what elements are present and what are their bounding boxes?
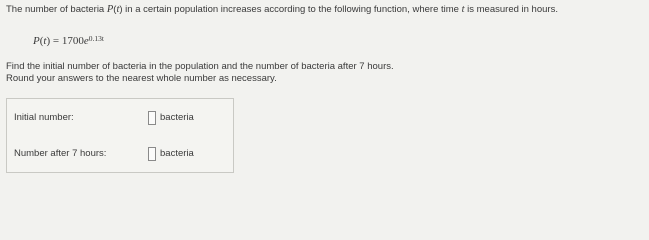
formula-lhs-var: t: [43, 35, 47, 47]
after-7-hours-input[interactable]: [148, 147, 156, 161]
growth-formula: [33, 35, 104, 47]
formula-base: e: [83, 35, 89, 47]
problem-intro: The number of bacteria: [6, 4, 107, 15]
formula-lhs-func: P: [33, 35, 40, 47]
problem-func: P: [106, 4, 114, 15]
problem-end: is measured in hours.: [464, 4, 558, 15]
problem-var: t: [461, 4, 465, 15]
formula-lhs-open: (: [39, 35, 44, 47]
problem-arg-close: ): [119, 4, 123, 15]
answer-panel: [6, 98, 234, 173]
problem-mid: in a certain population increases according to the following function, where time: [122, 4, 462, 15]
initial-number-input[interactable]: [148, 111, 156, 125]
rounding-instruction: Round your answers to the nearest whole number as necessary.: [6, 73, 277, 84]
after-7-hours-label: Number after 7 hours:: [14, 148, 107, 159]
initial-number-label: Initial number:: [14, 112, 74, 123]
formula-lhs-close: ): [46, 35, 51, 47]
initial-number-unit: bacteria: [160, 112, 194, 123]
after-7-hours-unit: bacteria: [160, 148, 194, 159]
formula-equals: =: [50, 35, 62, 47]
problem-statement: [6, 4, 558, 15]
problem-arg-open: (: [113, 4, 117, 15]
problem-arg: t: [116, 4, 120, 15]
formula-exponent: 0.13t: [88, 34, 104, 43]
task-text: Find the initial number of bacteria in the population and the number of bacteria after 7 hours.: [6, 61, 394, 72]
formula-coefficient: 1700: [61, 35, 84, 47]
